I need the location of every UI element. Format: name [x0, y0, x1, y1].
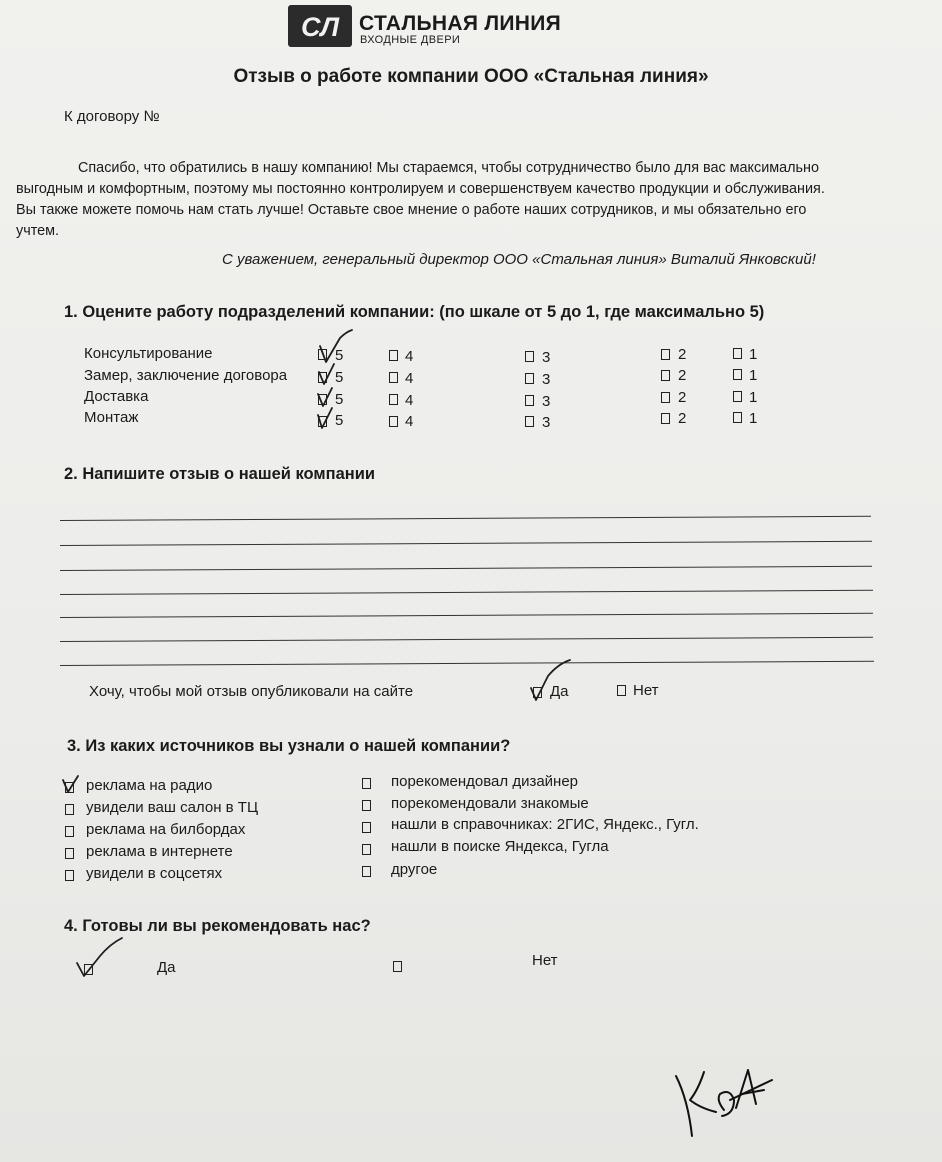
publish-yes-label: Да — [550, 683, 569, 700]
contract-number-label: К договору № — [64, 108, 160, 125]
rating-checkbox-5[interactable] — [318, 416, 327, 427]
review-line — [60, 590, 873, 595]
rating-checkbox-4[interactable] — [389, 394, 398, 405]
intro-line: Вы также можете помочь нам стать лучше! Оставьте свое мнение о работе наших сотрудников, и мы обязательно его — [16, 202, 807, 218]
source-checkbox-friends[interactable] — [362, 800, 371, 811]
brand-name: СТАЛЬНАЯ ЛИНИЯ — [359, 12, 562, 35]
source-option-label: нашли в поиске Яндекса, Гугла — [391, 838, 609, 855]
rating-value: 4 — [405, 413, 414, 430]
source-checkbox-search[interactable] — [362, 844, 371, 855]
q2-heading: 2. Напишите отзыв о нашей компании — [64, 465, 376, 483]
rating-checkbox-4[interactable] — [389, 372, 398, 383]
rating-value: 2 — [678, 389, 687, 406]
source-option-label: реклама на радио — [86, 777, 213, 794]
recommend-no-label: Нет — [532, 952, 558, 969]
review-line — [60, 566, 872, 571]
rating-value: 1 — [749, 346, 758, 363]
q1-row-label: Замер, заключение договора — [84, 367, 288, 384]
source-checkbox-other[interactable] — [362, 866, 371, 877]
rating-checkbox-4[interactable] — [389, 350, 398, 361]
intro-line: учтем. — [16, 223, 60, 239]
recommend-yes-checkbox[interactable] — [84, 964, 93, 975]
svg-text:СЛ: СЛ — [300, 12, 340, 42]
rating-checkbox-5[interactable] — [318, 372, 327, 383]
form-title: Отзыв о работе компании ООО «Стальная линия» — [233, 66, 709, 87]
publish-review-question: Хочу, чтобы мой отзыв опубликовали на сайте — [89, 683, 414, 700]
rating-checkbox-3[interactable] — [525, 416, 534, 427]
rating-value: 2 — [678, 367, 687, 384]
publish-no-label: Нет — [633, 682, 659, 699]
review-line — [60, 661, 874, 666]
source-checkbox-radio[interactable] — [65, 782, 74, 793]
publish-no-checkbox[interactable] — [617, 685, 626, 696]
rating-checkbox-2[interactable] — [661, 370, 670, 381]
rating-checkbox-1[interactable] — [733, 391, 742, 402]
review-line — [60, 637, 873, 642]
q1-row-label: Доставка — [84, 388, 149, 405]
director-signoff: С уважением, генеральный директор ООО «Стальная линия» Виталий Янковский! — [222, 251, 816, 268]
source-option-label: порекомендовал дизайнер — [391, 773, 579, 790]
source-option-label: реклама на билбордах — [86, 821, 246, 838]
rating-value: 3 — [542, 414, 551, 431]
rating-checkbox-1[interactable] — [733, 369, 742, 380]
brand-tagline: ВХОДНЫЕ ДВЕРИ — [360, 34, 461, 46]
rating-value: 1 — [749, 410, 758, 427]
publish-yes-checkbox[interactable] — [533, 687, 542, 698]
rating-value: 1 — [749, 389, 758, 406]
rating-value: 3 — [542, 371, 551, 388]
rating-checkbox-2[interactable] — [661, 413, 670, 424]
source-option-label: увидели ваш салон в ТЦ — [86, 799, 259, 816]
source-option-label: реклама в интернете — [86, 843, 233, 860]
source-option-label: другое — [391, 861, 438, 878]
rating-value: 5 — [335, 347, 344, 364]
rating-value: 1 — [749, 367, 758, 384]
source-option-label: увидели в соцсетях — [86, 865, 223, 882]
source-checkbox-directories[interactable] — [362, 822, 371, 833]
q1-row-label: Консультирование — [84, 345, 213, 362]
rating-checkbox-3[interactable] — [525, 395, 534, 406]
rating-value: 2 — [678, 346, 687, 363]
q1-row-label: Монтаж — [84, 409, 139, 426]
review-line — [60, 516, 871, 521]
rating-checkbox-2[interactable] — [661, 392, 670, 403]
source-checkbox-designer[interactable] — [362, 778, 371, 789]
rating-value: 3 — [542, 349, 551, 366]
rating-checkbox-3[interactable] — [525, 373, 534, 384]
intro-line: выгодным и комфортным, поэтому мы постоянно контролируем и совершенствуем качество продукции и обслуживания. — [16, 181, 825, 197]
review-line — [60, 541, 872, 546]
rating-checkbox-1[interactable] — [733, 412, 742, 423]
q3-heading: 3. Из каких источников вы узнали о нашей компании? — [67, 737, 511, 755]
rating-checkbox-5[interactable] — [318, 394, 327, 405]
company-logo — [288, 5, 352, 47]
rating-value: 5 — [335, 391, 344, 408]
handwritten-signature-icon — [676, 1070, 772, 1136]
rating-checkbox-5[interactable] — [318, 349, 327, 360]
source-checkbox-social[interactable] — [65, 870, 74, 881]
rating-checkbox-1[interactable] — [733, 348, 742, 359]
rating-value: 5 — [335, 412, 344, 429]
q1-heading: 1. Оцените работу подразделений компании: (по шкале от 5 до 1, где максимально 5) — [64, 303, 765, 321]
intro-line: Спасибо, что обратились в нашу компанию! Мы стараемся, чтобы сотрудничество было для вас максимально — [78, 160, 819, 176]
source-option-label: порекомендовали знакомые — [391, 795, 589, 812]
rating-checkbox-2[interactable] — [661, 349, 670, 360]
rating-value: 5 — [335, 369, 344, 386]
q4-heading: 4. Готовы ли вы рекомендовать нас? — [64, 917, 371, 935]
rating-value: 4 — [405, 392, 414, 409]
logo-mark-icon — [288, 5, 352, 47]
rating-value: 2 — [678, 410, 687, 427]
source-option-label: нашли в справочниках: 2ГИС, Яндекс., Гугл. — [391, 816, 699, 833]
rating-value: 4 — [405, 370, 414, 387]
review-line — [60, 613, 873, 618]
rating-value: 3 — [542, 393, 551, 410]
rating-checkbox-4[interactable] — [389, 416, 398, 427]
recommend-yes-label: Да — [157, 959, 176, 976]
source-checkbox-billboards[interactable] — [65, 826, 74, 837]
source-checkbox-internet[interactable] — [65, 848, 74, 859]
source-checkbox-mall[interactable] — [65, 804, 74, 815]
rating-value: 4 — [405, 348, 414, 365]
rating-checkbox-3[interactable] — [525, 351, 534, 362]
recommend-no-checkbox[interactable] — [393, 961, 402, 972]
intro-paragraph — [16, 158, 928, 242]
